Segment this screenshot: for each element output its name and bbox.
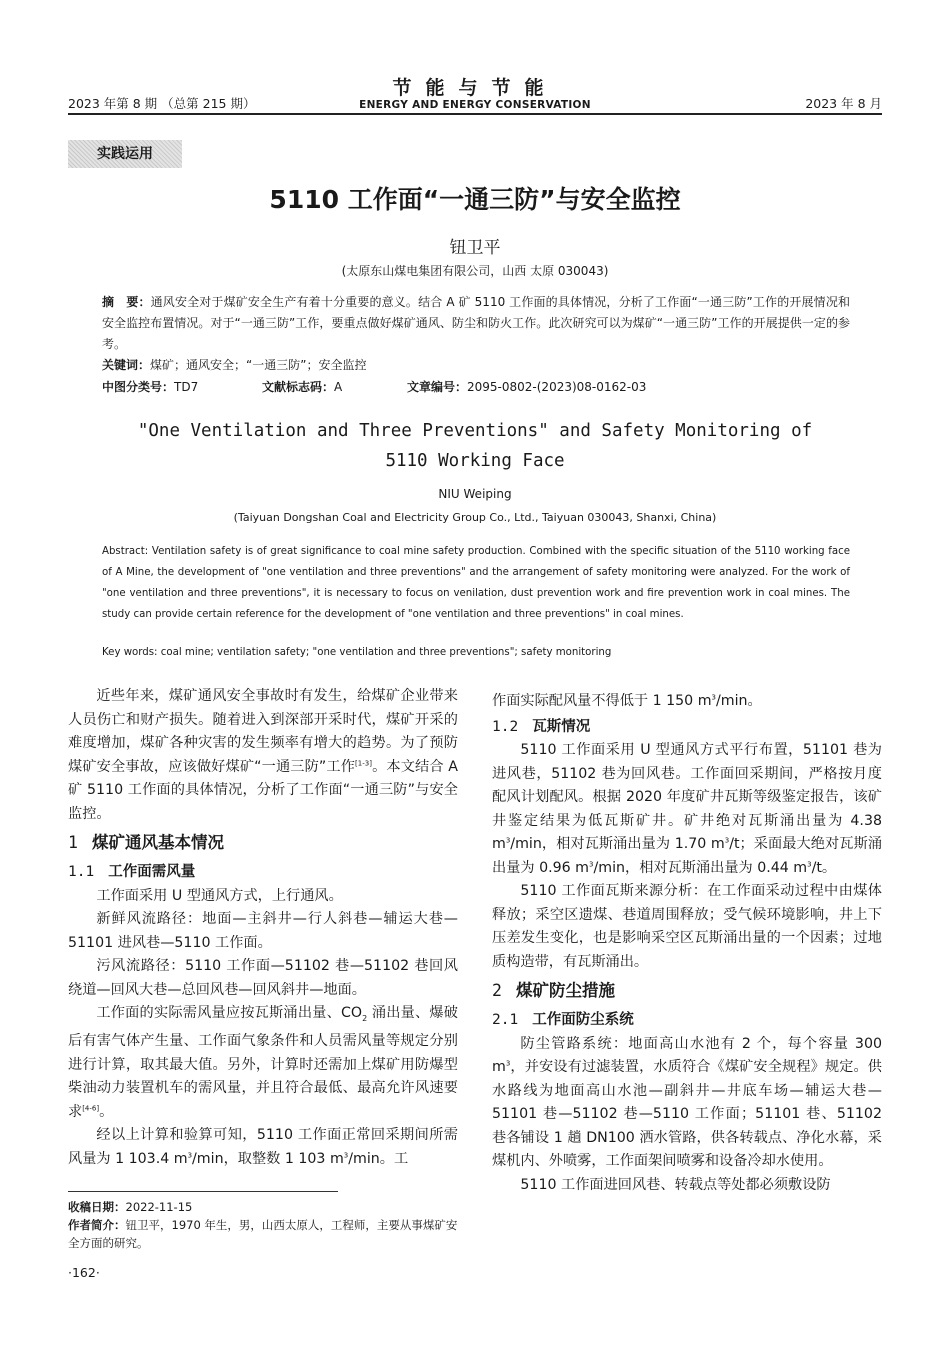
paragraph: 防尘管路系统：地面高山水池有 2 个，每个容量 300 $m^3$，并安设有过滤装置，水质符合《煤矿安全规程》规定。供水路线为地面高山水池—副斜井—井底车场—辅运大巷—51101 巷—51102 巷—5110 工作面；51101 巷、51102 巷各铺设 1 趟 DN100 洒水管路，供各转载点、净化水幕，采煤机内、外喷雾，工作面架间喷雾和设备冷却水使用。 xyxy=(492,1035,882,1169)
article-title-en xyxy=(0,416,950,476)
keywords-en-label: Key words: xyxy=(102,647,158,658)
intro-paragraph: 近些年来，煤矿通风安全事故时有发生，给煤矿企业带来人员伤亡和财产损失。随着进入到深部开采时代，煤矿开采的难度增加，煤矿各种灾害的发生频率有增大的趋势。为了预防煤矿安全事故，应该做好煤矿“一通三防”工作[1-3]。本文结合 A 矿 5110 工作面的具体情况，分析了工作面“一通三防”与安全监控。 xyxy=(68,688,459,822)
left-column xyxy=(68,685,458,1171)
abstract-cn xyxy=(102,292,850,355)
keywords-en-text: coal mine; ventilation safety; "one ventilation and three preventions"; safety monitoring xyxy=(160,647,612,658)
abstract-en xyxy=(102,541,850,625)
author-bio: 钮卫平，1970 年生，男，山西太原人，工程师，主要从事煤矿安全方面的研究。 xyxy=(68,1218,458,1250)
section-2-1-heading: 2.1 工作面防尘系统 xyxy=(492,1012,634,1028)
received-date: 2022-11-15 xyxy=(125,1200,193,1214)
keywords-cn-text: 煤矿；通风安全；“一通三防”；安全监控 xyxy=(150,358,367,372)
page-number: ·162· xyxy=(68,1265,100,1280)
affiliation-en: (Taiyuan Dongshan Coal and Electricity Group Co., Ltd., Taiyuan 030043, Shanxi, China) xyxy=(233,511,717,524)
clc-label: 中图分类号： xyxy=(102,380,175,394)
affiliation-cn: (太原东山煤电集团有限公司，山西 太原 030043) xyxy=(341,264,609,278)
keywords-en xyxy=(102,647,850,658)
abstract-en-text: Ventilation safety is of great significance to coal mine safety production. Combined with the specific situation of the 5110 working face of A Mine, the development of "one ventilation and three preventions" and the arrangement of safety monitoring were analyzed. For the work of "one ventilation and three preventions", it is necessary to focus on venilation, dust prevention work and fire prevention work in coal mines. The study can provide certain reference for the development of "one ventilation and three preventions" in coal mines. xyxy=(102,546,850,620)
paragraph: 5110 工作面瓦斯来源分析：在工作面采动过程中由煤体释放；采空区遗煤、巷道周围释放；受气候环境影响，井上下压差发生变化，也是影响采空区瓦斯涌出量的一个因素；过地质构造带，有瓦斯涌出。 xyxy=(492,883,882,970)
section-1-1-heading: 1.1 工作面需风量 xyxy=(68,864,196,880)
journal-title-cn: 节能与节能 xyxy=(392,77,558,99)
paragraph: 5110 工作面进回风巷、转载点等处都必须敷设防 xyxy=(520,1176,831,1193)
issue-date: 2023 年 8 月 xyxy=(805,96,882,111)
bio-label: 作者简介： xyxy=(68,1218,126,1232)
author-cn: 钮卫平 xyxy=(449,238,501,258)
paragraph: 经以上计算和验算可知，5110 工作面正常回采期间所需风量为 1 103.4 $m^3/\min$，取整数 1 103 $m^3/\min$。工 xyxy=(68,1127,458,1167)
paragraph: 工作面采用 U 型通风方式，上行通风。 xyxy=(96,887,343,904)
clc-value: TD7 xyxy=(174,380,199,394)
footnote xyxy=(68,1198,463,1252)
issue-info: 2023 年第 8 期 （总第 215 期） xyxy=(68,96,256,111)
abstract-cn-text: 通风安全对于煤矿安全生产有着十分重要的意义。结合 A 矿 5110 工作面的具体情况，分析了工作面“一通三防”工作的开展情况和安全监控布置情况。对于“一通三防”工作，要重点做好煤矿通风、防尘和防火工作。此次研究可以为煤矿“一通三防”工作的开展提供一定的参考。 xyxy=(102,295,850,351)
received-label: 收稿日期： xyxy=(68,1200,126,1214)
paragraph: 新鲜风流路径：地面—主斜井—行人斜巷—辅运大巷—51101 进风巷—5110 工作面。 xyxy=(68,911,458,951)
title-en-line2: 5110 Working Face xyxy=(385,451,565,471)
doc-code-label: 文献标志码： xyxy=(262,380,335,394)
paragraph: 5110 工作面采用 U 型通风方式平行布置，51101 巷为进风巷，51102 巷为回风巷。工作面回采期间，严格按月度配风计划配风。根据 2020 年度矿井瓦斯等级鉴定报告，该矿井鉴定结果为低瓦斯矿井。矿井绝对瓦斯涌出量为 4.38 $m^3/\min$，相对瓦斯涌出量为 1.70 $m^3/t$；采面最大绝对瓦斯涌出量为 0.96 $m^3/\min$，相对瓦斯涌出量为 0.44 $m^3/t$。 xyxy=(492,742,883,876)
footnote-rule xyxy=(68,1191,338,1192)
section-1-heading: 1 煤矿通风基本情况 xyxy=(68,833,224,852)
keywords-cn-label: 关键词： xyxy=(102,358,151,372)
author-en: NIU Weiping xyxy=(438,487,512,501)
article-no-value: 2095-0802-(2023)08-0162-03 xyxy=(467,380,647,394)
keywords-cn xyxy=(102,355,850,376)
section-2-heading: 2 煤矿防尘措施 xyxy=(492,981,615,1000)
header-rule xyxy=(68,113,882,115)
abstract-en-label: Abstract: xyxy=(102,546,149,557)
doc-code-value: A xyxy=(334,380,343,394)
paragraph: 污风流路径：5110 工作面—51102 巷—51102 巷回风绕道—回风大巷—总回风巷—回风斜井—地面。 xyxy=(68,958,458,998)
paragraph-continued: 作面实际配风量不得低于 1 150 $m^3/\min$。 xyxy=(492,693,762,709)
title-en-line1: "One Ventilation and Three Preventions" and Safety Monitoring of xyxy=(137,421,813,441)
classification-row xyxy=(102,377,850,398)
article-no-label: 文章编号： xyxy=(407,380,468,394)
right-column xyxy=(492,690,882,1197)
journal-title-en: ENERGY AND ENERGY CONSERVATION xyxy=(359,99,591,111)
column-tag: 实践运用 xyxy=(68,140,182,168)
article-title-cn: 5110 工作面“一通三防”与安全监控 xyxy=(269,185,681,214)
section-1-2-heading: 1.2 瓦斯情况 xyxy=(492,718,591,735)
paragraph: 工作面的实际需风量应按瓦斯涌出量、$CO_2$ 涌出量、爆破后有害气体产生量、工作面气象条件和人员需风量等规定分别进行计算，取其最大值。另外，计算时还需加上煤矿用防爆型柴油动力装置机车的需风量，并且符合最低、最高允许风速要求[4-6]。 xyxy=(68,1005,458,1120)
abstract-cn-label: 摘 要： xyxy=(102,295,151,309)
